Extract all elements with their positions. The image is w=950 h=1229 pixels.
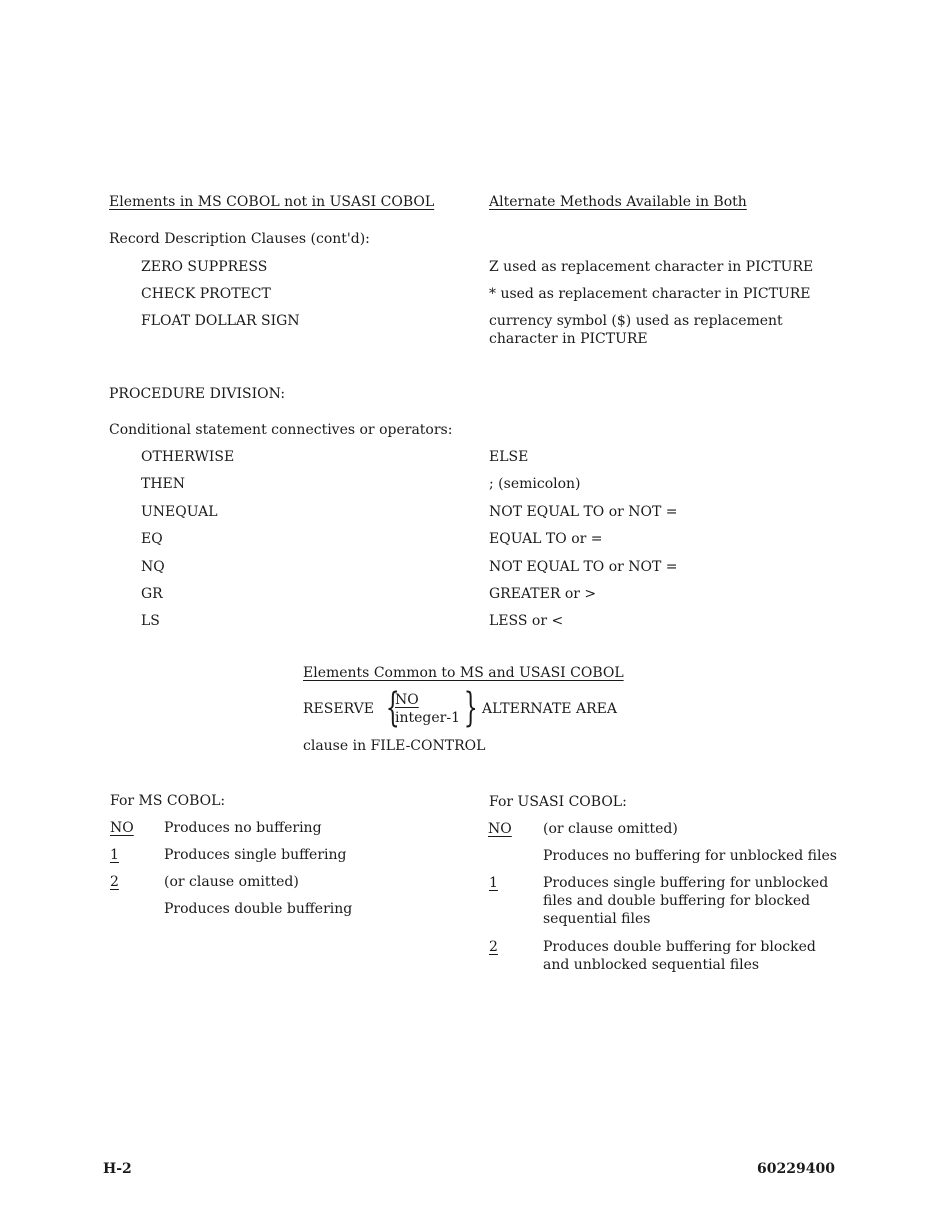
record-desc-left-1: ZERO SUPPRESS xyxy=(141,259,268,275)
usasi-key-2: 2 xyxy=(489,939,498,955)
usasi-text-no-b: Produces no buffering for unblocked files xyxy=(543,848,837,864)
ms-text-no: Produces no buffering xyxy=(164,820,322,836)
option-no: NO xyxy=(395,692,419,708)
ms-key-1: 1 xyxy=(110,847,119,863)
ms-text-2b: Produces double buffering xyxy=(164,901,353,917)
common-heading: Elements Common to MS and USASI COBOL xyxy=(303,665,624,681)
proc-right-6: GREATER or > xyxy=(489,586,597,602)
usasi-text-2a: Produces double buffering for blocked xyxy=(543,939,816,955)
proc-left-4: EQ xyxy=(141,531,163,547)
ms-text-1: Produces single buffering xyxy=(164,847,347,863)
proc-right-1: ELSE xyxy=(489,449,529,465)
alternate-area: ALTERNATE AREA xyxy=(482,701,617,717)
proc-left-1: OTHERWISE xyxy=(141,449,235,465)
usasi-title: For USASI COBOL: xyxy=(489,794,627,810)
usasi-text-1a: Produces single buffering for unblocked xyxy=(543,875,829,891)
ms-key-2: 2 xyxy=(110,874,119,890)
usasi-key-1: 1 xyxy=(489,875,498,891)
ms-text-2a: (or clause omitted) xyxy=(164,874,299,890)
record-desc-right-3a: currency symbol ($) used as replacement xyxy=(489,313,783,329)
proc-left-5: NQ xyxy=(141,559,165,575)
usasi-text-1b: files and double buffering for blocked xyxy=(543,893,811,909)
usasi-text-1c: sequential files xyxy=(543,911,651,927)
usasi-text-2b: and unblocked sequential files xyxy=(543,957,760,973)
record-desc-left-2: CHECK PROTECT xyxy=(141,286,271,302)
left-brace: { xyxy=(385,685,400,731)
procedure-title: PROCEDURE DIVISION: xyxy=(109,386,286,402)
record-desc-right-3b: character in PICTURE xyxy=(489,331,648,347)
ms-title: For MS COBOL: xyxy=(110,793,226,809)
proc-left-6: GR xyxy=(141,586,163,602)
ms-key-no: NO xyxy=(110,820,134,836)
usasi-text-no-a: (or clause omitted) xyxy=(543,821,678,837)
record-desc-right-1: Z used as replacement character in PICTURE xyxy=(489,259,814,275)
document-number: 60229400 xyxy=(757,1161,835,1177)
proc-right-7: LESS or < xyxy=(489,613,564,629)
usasi-key-no: NO xyxy=(488,821,512,837)
record-desc-title: Record Description Clauses (cont'd): xyxy=(109,231,370,247)
proc-left-7: LS xyxy=(141,613,160,629)
record-desc-left-3: FLOAT DOLLAR SIGN xyxy=(141,313,300,329)
option-integer: integer-1 xyxy=(395,710,460,726)
procedure-subtitle: Conditional statement connectives or operators: xyxy=(109,422,453,438)
proc-left-3: UNEQUAL xyxy=(141,504,218,520)
right-brace: } xyxy=(463,685,478,731)
proc-right-4: EQUAL TO or = xyxy=(489,531,603,547)
proc-right-5: NOT EQUAL TO or NOT = xyxy=(489,559,678,575)
proc-right-3: NOT EQUAL TO or NOT = xyxy=(489,504,678,520)
reserve-keyword: RESERVE xyxy=(303,701,374,717)
clause-text: clause in FILE-CONTROL xyxy=(303,738,486,754)
right-column-heading: Alternate Methods Available in Both xyxy=(489,194,747,210)
proc-left-2: THEN xyxy=(141,476,186,492)
proc-right-2: ; (semicolon) xyxy=(489,476,581,492)
record-desc-right-2: * used as replacement character in PICTURE xyxy=(489,286,811,302)
page-number: H-2 xyxy=(103,1161,132,1177)
left-column-heading: Elements in MS COBOL not in USASI COBOL xyxy=(109,194,435,210)
